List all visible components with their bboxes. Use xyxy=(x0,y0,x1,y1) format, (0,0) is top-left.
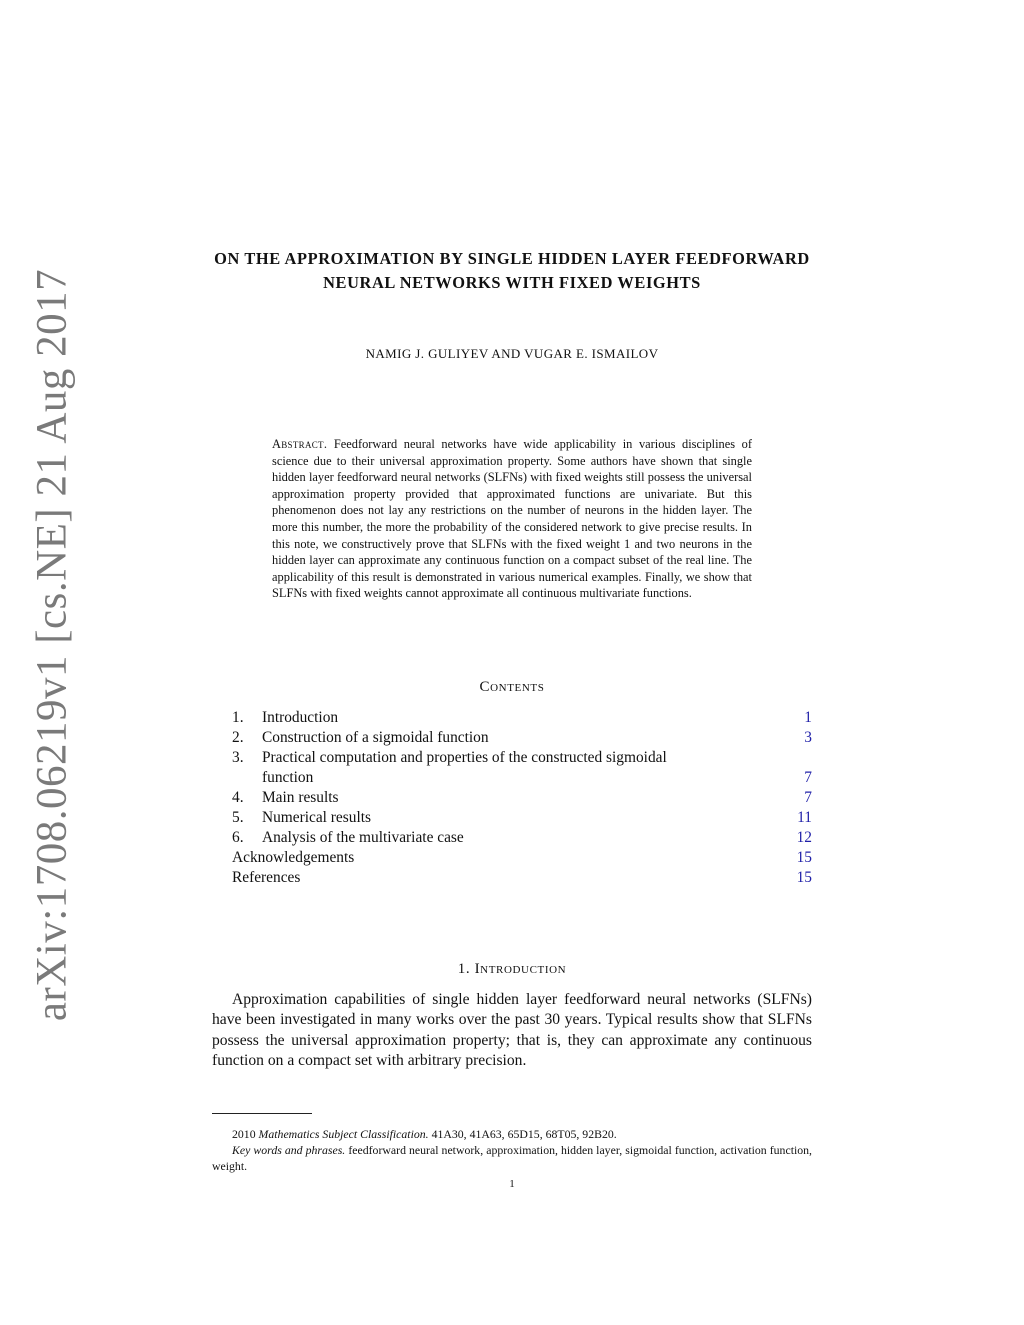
toc-item-number: 5. xyxy=(232,809,244,826)
abstract xyxy=(272,436,752,602)
toc-item[interactable] xyxy=(232,708,812,728)
toc-item-title: Main results xyxy=(262,789,339,806)
keywords-footnote xyxy=(212,1142,812,1174)
msc-codes: 41A30, 41A63, 65D15, 68T05, 92B20. xyxy=(431,1127,617,1141)
footnote-divider xyxy=(212,1113,312,1114)
toc-item[interactable] xyxy=(232,828,812,848)
toc-item-title: Construction of a sigmoidal function xyxy=(262,729,489,746)
toc-page-link[interactable]: 11 xyxy=(797,809,812,826)
toc-item-number: 6. xyxy=(232,829,244,846)
toc-page-link[interactable]: 15 xyxy=(796,849,812,866)
toc-item[interactable] xyxy=(232,728,812,748)
toc-page-link[interactable]: 7 xyxy=(804,769,812,786)
toc-page-link[interactable]: 1 xyxy=(804,709,812,726)
toc-item-title: Acknowledgements xyxy=(232,849,355,866)
abstract-label: Abstract. xyxy=(272,437,328,451)
keywords-text: feedforward neural network, approximation, hidden layer, sigmoidal function, activation function, weight. xyxy=(212,1143,812,1173)
toc-item-title-continuation: function xyxy=(262,769,314,786)
section-number: 1. xyxy=(457,961,471,977)
page-number: 1 xyxy=(509,1178,515,1190)
table-of-contents xyxy=(232,708,812,888)
toc-page-link[interactable]: 12 xyxy=(796,829,812,846)
arxiv-identifier: arXiv:1708.06219v1 [cs.NE] 21 Aug 2017 xyxy=(28,268,76,1022)
toc-item[interactable] xyxy=(232,748,812,768)
toc-page-link[interactable]: 15 xyxy=(796,869,812,886)
contents-heading: Contents xyxy=(479,679,545,695)
toc-item[interactable] xyxy=(232,848,812,868)
toc-item-number: 4. xyxy=(232,789,244,806)
toc-item-number: 1. xyxy=(232,709,244,726)
toc-item-title: References xyxy=(232,869,301,886)
keywords-label: Key words and phrases. xyxy=(232,1143,346,1157)
footnotes xyxy=(212,1126,812,1174)
toc-item-continuation[interactable] xyxy=(232,768,812,788)
msc-footnote xyxy=(212,1126,812,1142)
abstract-text: Feedforward neural networks have wide applicability in various disciplines of science due to their universal approximation property. Some authors have shown that single hidden layer feedforward neural networks (SLFNs) with fixed weights still possess the universal approximation property provided that approximated functions are univariate. But this phenomenon does not lay any restrictions on the number of neurons in the hidden layer. The more this number, the more the probability of the considered network to give precise results. In this note, we constructively prove that SLFNs with the fixed weight 1 and two neurons in the hidden layer can approximate any continuous function on a compact subset of the real line. The applicability of this result is demonstrated in various numerical examples. Finally, we show that SLFNs with fixed weights cannot approximate all continuous multivariate functions. xyxy=(272,437,752,601)
msc-label: Mathematics Subject Classification. xyxy=(258,1127,429,1141)
toc-item-title: Analysis of the multivariate case xyxy=(262,829,464,846)
section-heading-introduction xyxy=(212,961,812,978)
section-title: Introduction xyxy=(474,961,567,977)
toc-item-number: 2. xyxy=(232,729,244,746)
toc-page-link[interactable]: 7 xyxy=(804,789,812,806)
toc-item[interactable] xyxy=(232,808,812,828)
toc-item[interactable] xyxy=(232,788,812,808)
toc-item-number: 3. xyxy=(232,749,244,766)
paper-authors: NAMIG J. GULIYEV AND VUGAR E. ISMAILOV xyxy=(365,346,659,361)
msc-year: 2010 xyxy=(232,1127,256,1141)
toc-item-title: Numerical results xyxy=(262,809,371,826)
toc-item[interactable] xyxy=(232,868,812,888)
toc-page-link[interactable]: 3 xyxy=(804,729,812,746)
introduction-paragraph: Approximation capabilities of single hidden layer feedforward neural networks (SLFNs) have been investigated in many works over the past 30 years. Typical results show that SLFNs possess the universal approximation property; that is, they can approximate any continuous function on a compact set with arbitrary precision. xyxy=(212,991,812,1069)
toc-item-title: Introduction xyxy=(262,709,339,726)
toc-item-title: Practical computation and properties of the constructed sigmoidal xyxy=(262,749,667,766)
paper-title: ON THE APPROXIMATION BY SINGLE HIDDEN LAYER FEEDFORWARD NEURAL NETWORKS WITH FIXED WEIGHTS xyxy=(214,249,810,292)
